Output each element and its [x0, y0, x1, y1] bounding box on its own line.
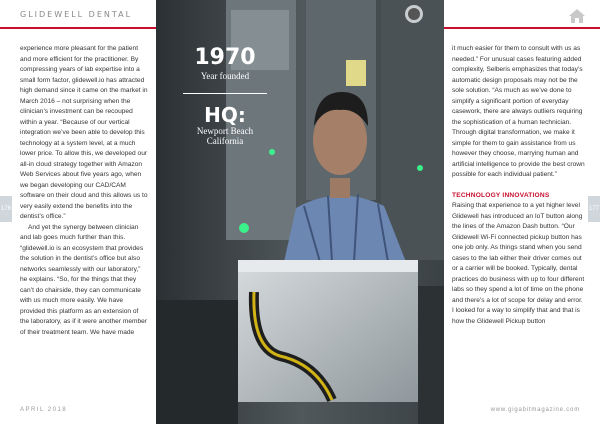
hq-title: HQ: [204, 103, 246, 127]
left-text-column [20, 44, 148, 338]
left-paragraph-1: experience more pleasant for the patient and more efficient for the practitioner. By compressing years of lab expertise into a small form factor, glidewell.io has attracted high demand since it came on the market in March 2016 – not surprising when the clinician’s investment can be recouped within a year. “Because of our vertical integration we’ve been able to develop this technology at a system level, at a much lower price. To allow this, we developed our all-in cloud strategy together with Amazon Web Services about five years ago, when we began developing our CAD/CAM software on their cloud and this allows us to very easily extend the benefits into the dentist’s office.” [20, 45, 148, 220]
founded-year: 1970 [194, 45, 256, 70]
right-paragraph-1: it much easier for them to consult with us as needed.” For unusual cases featuring added complexity, Selberis emphasizes that today’s automatic design proposals may not be the sole solution. “As much as we’ve done to simplify a significant portion of everyday casework, there are always outliers requiring the sophistication of a human technician. Through digital transformation, we make it simple for them to gain assistance from us however they choose, marrying human and artificial intelligence to provide the best crown possible for each individual patient.” [452, 45, 585, 178]
home-icon[interactable] [568, 8, 586, 24]
founded-label: Year founded [200, 71, 250, 81]
stats-overlay [180, 46, 270, 146]
left-paragraph-2: And yet the synergy between clinician and lab goes much further than this. “glidewell.io is an ecosystem that provides the solution in the dentist’s office but also networks seamlessly with our laboratory,” he explains. “So, for the things that they can’t do chairside, they can communicate with us much more easily. We have provided this platform as an extension of the laboratory, as if it were another member of their treatment team. We have made [20, 223, 148, 336]
overlay-divider [183, 93, 267, 94]
page-number-right: 177 [588, 196, 600, 222]
hq-state: California [206, 136, 244, 146]
footer-issue-date: APRIL 2018 [20, 407, 68, 413]
running-head: GLIDEWELL DENTAL [20, 10, 133, 19]
section-subhead: TECHNOLOGY INNOVATIONS [452, 191, 550, 199]
hq-city: Newport Beach [196, 126, 254, 136]
right-paragraph-2: Raising that experience to a yet higher level Glidewell has introduced an IoT button along the lines of the Amazon Dash button. “Our Glidewell Wi-Fi connected pickup button has one job only. As things stand when you send cases to the lab either their driver comes out or a carrier will be booked. Typically, dental practices do business with up to four different labs so they spend a lot of time on the phone and there’s a lot of scope for delay and error. I looked for a way to simplify that and that is how the Glidewell Pickup button [452, 202, 585, 325]
right-text-column [452, 44, 586, 327]
footer-website[interactable]: www.gigabitmagazine.com [490, 407, 580, 413]
page-number-left: 176 [0, 196, 12, 222]
